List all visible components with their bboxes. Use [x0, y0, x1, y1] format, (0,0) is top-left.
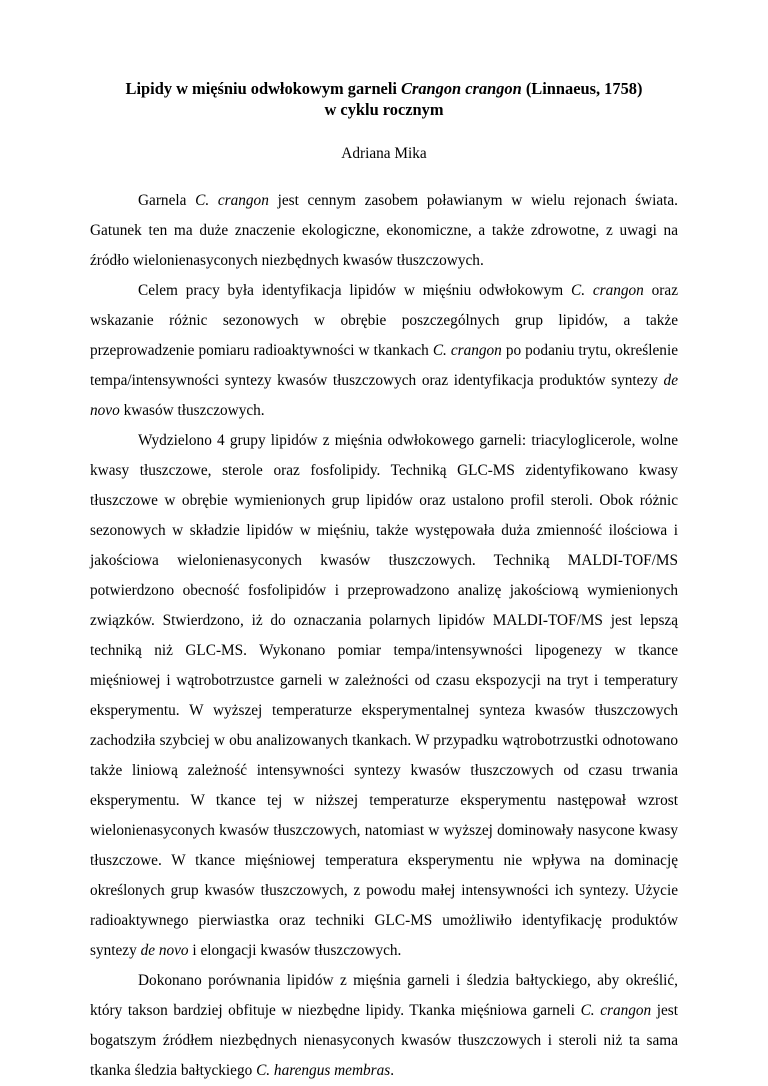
p4-species-1: C. crangon	[580, 1002, 652, 1019]
p2-species-1: C. crangon	[571, 282, 644, 299]
p3-de-novo: de novo	[140, 942, 189, 959]
p4-text-e: .	[390, 1062, 395, 1079]
title-line-2: w cyklu rocznym	[324, 100, 444, 119]
p2-text-e: po podaniu trytu, określenie tempa/intensywności syntezy kwasów tłuszczowych oraz identyfikacja produktów syntezy	[90, 342, 678, 389]
p2-de-novo: de novo	[90, 372, 678, 419]
paragraph-3	[90, 426, 678, 966]
title-text-1: Lipidy w mięśniu odwłokowym garneli	[125, 79, 402, 98]
p3-text-a: Wydzielono 4 grupy lipidów z mięśnia odwłokowego garneli: triacyloglicerole, wolne kwasy tłuszczowe, sterole oraz fosfolipidy. Techniką GLC-MS zidentyfikowano kwasy tłuszczowe w obrębie wymienionych grup lipidów oraz ustalono profil steroli. Obok różnic sezonowych w składzie lipidów w mięśniu, także występowała duża zmienność ilościowa i jakościowa wielonienasyconych kwasów tłuszczowych. Techniką MALDI-TOF/MS potwierdzono obecność fosfolipidów i przeprowadzono analizę jakościową wymienionych związków. Stwierdzono, iż do oznaczania polarnych lipidów MALDI-TOF/MS jest lepszą techniką niż GLC-MS. Wykonano pomiar tempa/intensywności lipogenezy w tkance mięśniowej i wątrobotrzustce garneli w zależności od czasu ekspozycji na tryt i temperatury eksperymentu. W wyższej temperaturze eksperymentalnej synteza kwasów tłuszczowych zachodziła szybciej w obu analizowanych tkankach. W przypadku wątrobotrzustki odnotowano także liniową zależność intensywności syntezy kwasów tłuszczowych od czasu trwania eksperymentu. W tkance tej w niższej temperaturze eksperymentu następował wzrost wielonienasyconych kwasów tłuszczowych, natomiast w wyższej dominowały nasycone kwasy tłuszczowe. W tkance mięśniowej temperatura eksperymentu nie wpływa na dominację określonych grup kwasów tłuszczowych, z powodu małej intensywności ich syntezy. Użycie radioaktywnego pierwiastka oraz techniki GLC-MS umożliwiło identyfikację produktów syntezy	[90, 432, 678, 959]
document-title	[90, 78, 678, 120]
p1-text-c: jest cennym zasobem poławianym w wielu rejonach świata. Gatunek ten ma duże znaczenie ekologiczne, ekonomiczne, a także zdrowotne, z uwagi na źródło wielonienasyconych niezbędnych kwasów tłuszczowych.	[90, 192, 678, 269]
p4-species-2: C. harengus membras	[256, 1062, 391, 1079]
title-species: Crangon crangon	[401, 79, 522, 98]
document-page	[90, 78, 678, 1086]
p4-text-a: Dokonano porównania lipidów z mięśnia garneli i śledzia bałtyckiego, aby określić, który takson bardziej obfituje w niezbędne lipidy. Tkanka mięśniowa garneli	[90, 972, 678, 1019]
paragraph-1	[90, 186, 678, 276]
p1-species: C. crangon	[195, 192, 269, 209]
title-text-2: (Linnaeus, 1758)	[521, 79, 643, 98]
paragraph-4	[90, 966, 678, 1086]
p2-text-c: oraz wskazanie różnic sezonowych w obrębie poszczególnych grup lipidów, a także przeprowadzenie pomiaru radioaktywności w tkankach	[90, 282, 678, 359]
p2-species-2: C. crangon	[432, 342, 502, 359]
p2-text-g: kwasów tłuszczowych.	[119, 402, 265, 419]
author-name: Adriana Mika	[341, 145, 427, 162]
p1-text-a: Garnela	[138, 192, 196, 209]
p2-text-a: Celem pracy była identyfikacja lipidów w mięśniu odwłokowym	[138, 282, 571, 299]
p4-text-c: jest bogatszym źródłem niezbędnych nienasyconych kwasów tłuszczowych i steroli niż ta sama tkanka śledzia bałtyckiego	[90, 1002, 678, 1079]
paragraph-2	[90, 276, 678, 426]
p3-text-c: i elongacji kwasów tłuszczowych.	[188, 942, 402, 959]
